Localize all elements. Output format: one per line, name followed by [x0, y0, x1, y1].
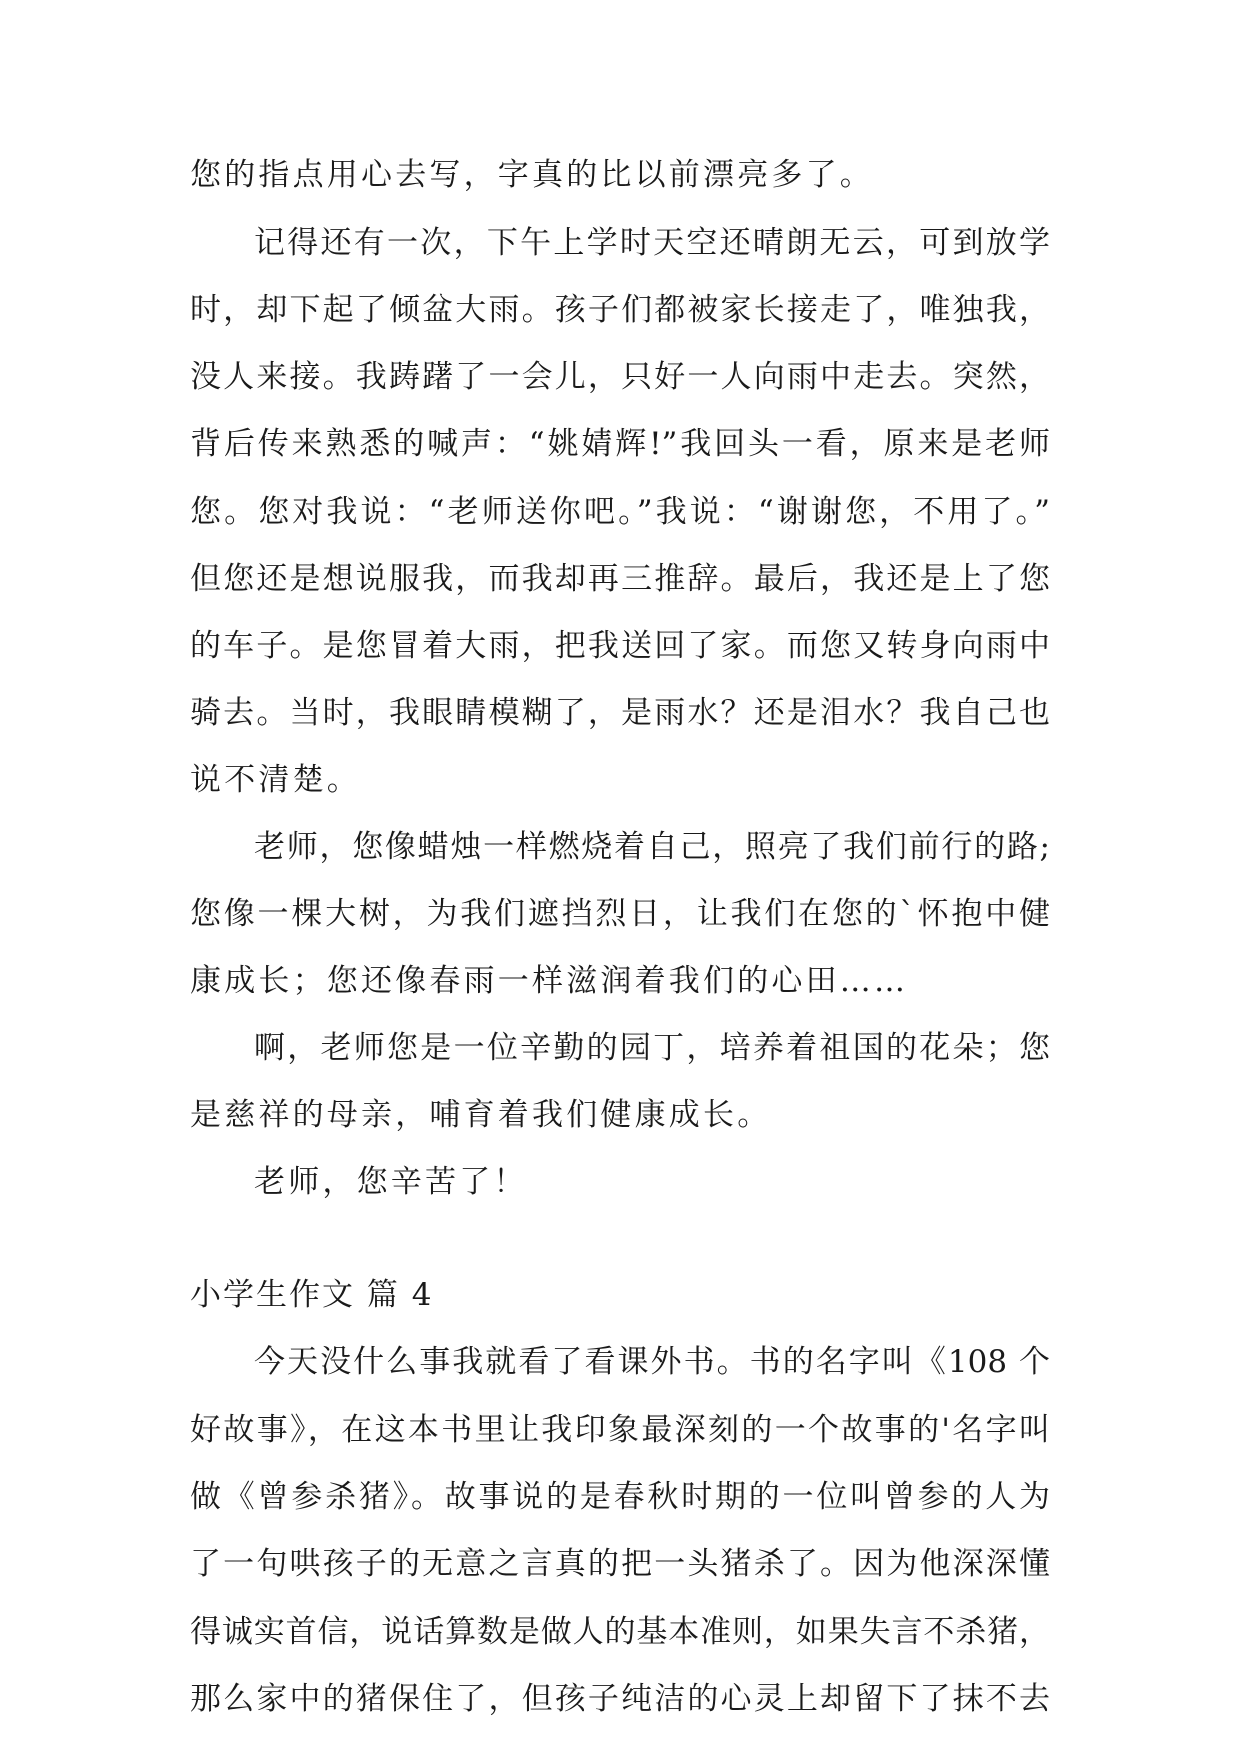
text-line: 您。您对我说：“老师送你吧。”我说：“谢谢您，不用了。”	[190, 494, 1050, 530]
section-heading: 小学生作文 篇 4	[190, 1277, 434, 1313]
text-line: 背后传来熟悉的喊声：“姚婧辉!”我回头一看，原来是老师	[190, 426, 1050, 462]
text-line: 那么家中的猪保住了，但孩子纯洁的心灵上却留下了抹不去	[190, 1681, 1050, 1717]
text-line: 得诚实首信，说话算数是做人的基本准则，如果失言不杀猪，	[190, 1614, 1050, 1650]
text-line: 是慈祥的母亲，哺育着我们健康成长。	[190, 1097, 772, 1133]
text-line: 今天没什么事我就看了看课外书。书的名字叫《108 个	[254, 1344, 1050, 1380]
text-line: 说不清楚。	[190, 762, 361, 798]
text-line: 骑去。当时，我眼睛模糊了，是雨水？还是泪水？我自己也	[190, 695, 1050, 731]
text-line: 老师，您辛苦了！	[254, 1164, 528, 1200]
text-line: 做《曾参杀猪》。故事说的是春秋时期的一位叫曾参的人为	[190, 1479, 1050, 1515]
text-line: 但您还是想说服我，而我却再三推辞。最后，我还是上了您	[190, 561, 1050, 597]
text-line: 您像一棵大树，为我们遮挡烈日，让我们在您的`怀抱中健	[190, 896, 1050, 932]
text-line: 您的指点用心去写，字真的比以前漂亮多了。	[190, 157, 874, 193]
text-line: 了一句哄孩子的无意之言真的把一头猪杀了。因为他深深懂	[190, 1546, 1050, 1582]
text-line: 好故事》，在这本书里让我印象最深刻的一个故事的'名字叫	[190, 1412, 1050, 1448]
text-line: 老师，您像蜡烛一样燃烧着自己，照亮了我们前行的路;	[254, 829, 1050, 865]
text-line: 记得还有一次，下午上学时天空还晴朗无云，可到放学	[254, 225, 1050, 261]
text-line: 时，却下起了倾盆大雨。孩子们都被家长接走了，唯独我，	[190, 292, 1050, 328]
text-line: 康成长；您还像春雨一样滋润着我们的心田……	[190, 963, 909, 999]
text-line: 啊，老师您是一位辛勤的园丁，培养着祖国的花朵；您	[254, 1030, 1050, 1066]
text-line: 没人来接。我踌躇了一会儿，只好一人向雨中走去。突然，	[190, 359, 1050, 395]
text-line: 的车子。是您冒着大雨，把我送回了家。而您又转身向雨中	[190, 628, 1050, 664]
